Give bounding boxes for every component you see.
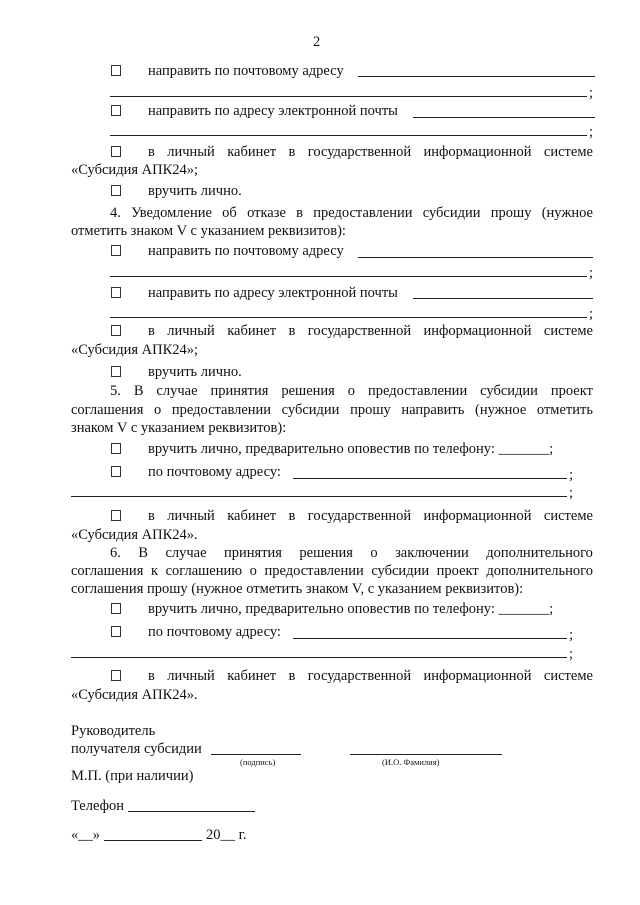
s5-post-semicolon-2: ;: [569, 485, 574, 501]
s4-post-semicolon: ;: [589, 265, 594, 281]
word: в: [148, 668, 155, 684]
s3-cabinet-line2: «Субсидия АПК24»;: [71, 162, 199, 178]
word: кабинет: [227, 144, 277, 160]
word: случае: [165, 545, 207, 561]
signature-hint: (подпись): [240, 757, 276, 767]
word: В: [133, 383, 144, 399]
word: в: [148, 323, 155, 339]
s3-post-field-2[interactable]: [110, 96, 587, 97]
word: принятия: [224, 545, 282, 561]
checkbox-s6-phone[interactable]: [111, 603, 121, 614]
s5-heading-line2: [71, 401, 593, 419]
word: информационной: [423, 144, 532, 160]
word: предоставлении: [367, 383, 468, 399]
signature-head: Руководитель: [71, 723, 156, 739]
s5-post-field-2[interactable]: [71, 496, 567, 497]
word: дополнительного: [486, 545, 593, 561]
s5-post-label: по почтовому адресу:: [148, 464, 281, 480]
word: государственной: [307, 508, 412, 524]
s3-email-field[interactable]: [413, 117, 595, 118]
s3-hand-label: вручить лично.: [148, 183, 242, 199]
s4-email-semicolon: ;: [589, 306, 594, 322]
word: 4.: [110, 205, 121, 221]
word: о: [370, 545, 378, 561]
date-open: «__»: [71, 827, 100, 843]
word: решения: [299, 545, 353, 561]
name-field[interactable]: [350, 754, 502, 755]
word: о: [347, 383, 356, 399]
s6-post-semicolon: ;: [569, 627, 574, 643]
s3-cabinet-line1: [148, 143, 593, 161]
s4-post-label: направить по почтовому адресу: [148, 243, 344, 259]
word: кабинет: [227, 668, 277, 684]
s6-cabinet-line1: [148, 667, 593, 685]
s4-email-label: направить по адресу электронной почты: [148, 285, 398, 301]
s6-heading-line3: соглашения прошу (нужное отметить знаком V, с указанием реквизитов):: [71, 581, 524, 597]
word: принятия: [210, 383, 269, 399]
word: проект: [436, 563, 479, 579]
word: кабинет: [227, 508, 277, 524]
word: информационной: [423, 668, 532, 684]
checkbox-s6-post[interactable]: [111, 626, 121, 637]
stamp-label: М.П. (при наличии): [71, 768, 194, 784]
phone-field[interactable]: [128, 811, 255, 812]
word: системе: [543, 668, 593, 684]
word: в: [288, 668, 296, 684]
checkbox-s4-post[interactable]: [111, 245, 121, 256]
s5-cabinet-line2: «Субсидия АПК24».: [71, 527, 198, 543]
word: (нужное: [474, 402, 527, 418]
word: о: [249, 563, 257, 579]
s6-post-field-2[interactable]: [71, 657, 567, 658]
word: предоставлении: [171, 402, 272, 418]
s6-post-label: по почтовому адресу:: [148, 624, 281, 640]
word: системе: [543, 144, 593, 160]
s3-email-semicolon: ;: [589, 124, 594, 140]
word: в: [288, 144, 296, 160]
word: личный: [167, 323, 215, 339]
page-number: 2: [313, 34, 321, 50]
date-year: 20__ г.: [206, 827, 247, 843]
word: соглашению: [165, 563, 243, 579]
s5-phone-label: вручить лично, предварительно оповестив по телефону: _______;: [148, 441, 554, 457]
word: дополнительного: [486, 563, 593, 579]
word: субсидии: [422, 205, 481, 221]
word: информационной: [423, 323, 532, 339]
s4-post-field-2[interactable]: [110, 276, 587, 277]
word: личный: [167, 508, 215, 524]
word: об: [222, 205, 237, 221]
s5-heading-line1: [110, 382, 593, 400]
s5-post-field[interactable]: [293, 478, 567, 479]
word: в: [288, 323, 296, 339]
s6-phone-label: вручить лично, предварительно оповестив по телефону: _______;: [148, 601, 554, 617]
word: прошу: [350, 402, 391, 418]
word: 5.: [110, 383, 121, 399]
checkbox-s4-email[interactable]: [111, 287, 121, 298]
signature-recipient: получателя субсидии: [71, 741, 202, 757]
word: государственной: [307, 668, 412, 684]
word: заключении: [395, 545, 469, 561]
word: кабинет: [227, 323, 277, 339]
s4-cabinet-line1: [148, 322, 593, 340]
s6-heading-line1: [110, 544, 593, 562]
s3-post-field[interactable]: [358, 76, 595, 77]
word: в: [148, 508, 155, 524]
checkbox-s5-post[interactable]: [111, 466, 121, 477]
word: направить: [401, 402, 465, 418]
s5-heading-line3: знаком V с указанием реквизитов):: [71, 420, 287, 436]
word: государственной: [307, 323, 412, 339]
s5-cabinet-line1: [148, 507, 593, 525]
phone-label: Телефон: [71, 798, 124, 814]
word: отметить: [536, 402, 593, 418]
name-hint: (И.О. Фамилия): [382, 757, 440, 767]
s3-post-label: направить по почтовому адресу: [148, 63, 344, 79]
word: проект: [550, 383, 593, 399]
checkbox-s3-post[interactable]: [111, 65, 121, 76]
word: системе: [543, 508, 593, 524]
word: (нужное: [541, 205, 593, 221]
word: в: [148, 144, 155, 160]
date-month-field[interactable]: [104, 840, 202, 841]
s3-email-label: направить по адресу электронной почты: [148, 103, 398, 119]
s6-heading-line2: [71, 562, 593, 580]
word: государственной: [307, 144, 412, 160]
word: решения: [281, 383, 335, 399]
s5-post-semicolon: ;: [569, 467, 574, 483]
s4-post-field[interactable]: [358, 257, 593, 258]
word: в: [296, 205, 303, 221]
word: в: [288, 508, 296, 524]
word: соглашения: [71, 563, 144, 579]
s4-heading-line1: [110, 204, 593, 222]
word: субсидии: [281, 402, 340, 418]
word: отказе: [247, 205, 286, 221]
s4-email-field-2[interactable]: [110, 317, 587, 318]
s4-email-field[interactable]: [413, 298, 593, 299]
word: предоставлении: [264, 563, 364, 579]
word: субсидии: [480, 383, 538, 399]
word: 6.: [110, 545, 121, 561]
word: субсидии: [371, 563, 430, 579]
s6-post-field[interactable]: [293, 638, 567, 639]
s6-cabinet-line2: «Субсидия АПК24».: [71, 687, 198, 703]
s4-hand-label: вручить лично.: [148, 364, 242, 380]
word: информационной: [423, 508, 532, 524]
word: прошу: [490, 205, 532, 221]
s4-cabinet-line2: «Субсидия АПК24»;: [71, 342, 199, 358]
word: о: [153, 402, 162, 418]
checkbox-s4-hand[interactable]: [111, 366, 121, 377]
word: В: [138, 545, 148, 561]
word: личный: [167, 668, 215, 684]
checkbox-s6-cabinet[interactable]: [111, 670, 121, 681]
s4-heading-line2: отметить знаком V с указанием реквизитов):: [71, 223, 346, 239]
checkbox-s4-cabinet[interactable]: [111, 325, 121, 336]
s3-post-semicolon: ;: [589, 85, 594, 101]
s6-post-semicolon-2: ;: [569, 646, 574, 662]
checkbox-s5-cabinet[interactable]: [111, 510, 121, 521]
checkbox-s3-hand[interactable]: [111, 185, 121, 196]
word: к: [150, 563, 158, 579]
word: соглашения: [71, 402, 144, 418]
word: предоставлении: [313, 205, 413, 221]
word: Уведомление: [131, 205, 212, 221]
s3-email-field-2[interactable]: [110, 135, 587, 136]
checkbox-s3-email[interactable]: [111, 105, 121, 116]
word: системе: [543, 323, 593, 339]
word: личный: [167, 144, 215, 160]
word: случае: [156, 383, 198, 399]
checkbox-s3-cabinet[interactable]: [111, 146, 121, 157]
checkbox-s5-phone[interactable]: [111, 443, 121, 454]
signature-field[interactable]: [211, 754, 301, 755]
